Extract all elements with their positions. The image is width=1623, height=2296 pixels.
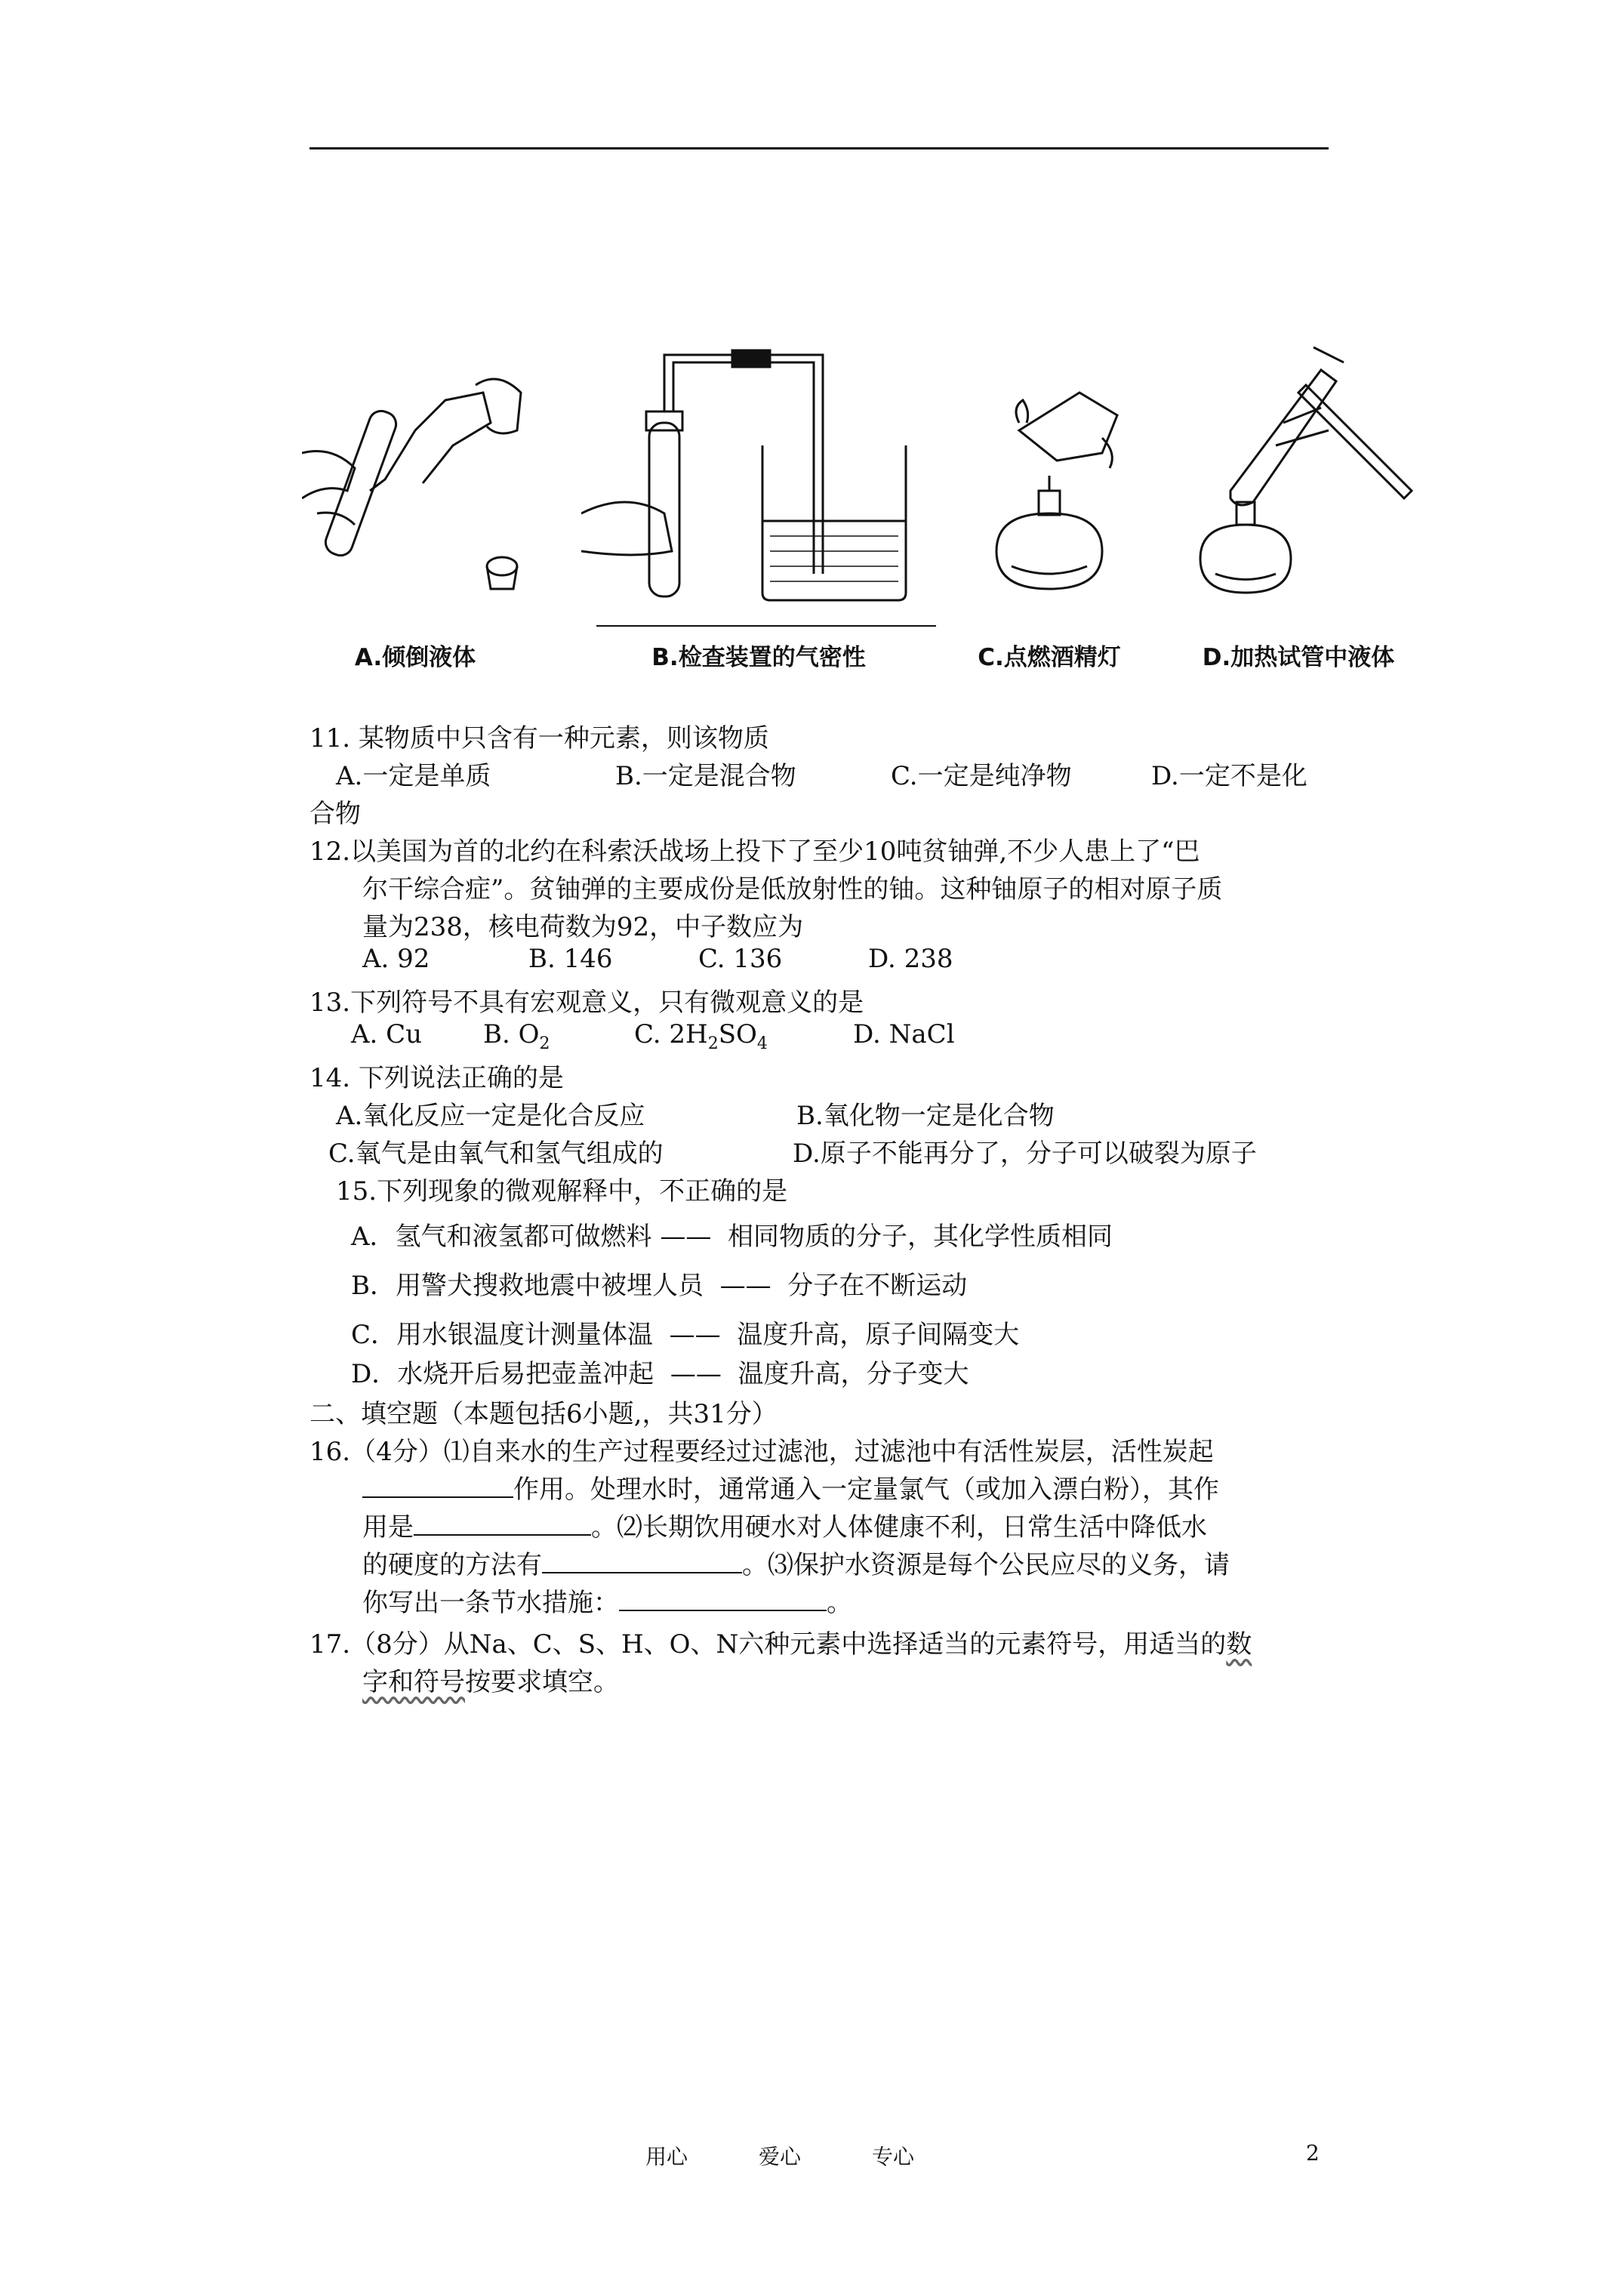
- q17-line-2: 字和符号按要求填空。: [362, 1667, 619, 1697]
- q15-option-b: B．用警犬搜救地震中被埋人员 —— 分子在不断运动: [351, 1271, 968, 1301]
- q17-line-1: 17.（8分）从Na、C、S、H、O、N六种元素中选择适当的元素符号，用适当的数: [310, 1629, 1252, 1660]
- lighting-lamp-illustration: [966, 340, 1163, 627]
- q16-blank-2[interactable]: [414, 1509, 591, 1536]
- q14-stem: 14. 下列说法正确的是: [310, 1063, 564, 1093]
- panel-pouring-liquid: [302, 340, 528, 672]
- q16-blank-1[interactable]: [362, 1471, 513, 1498]
- q15-option-d: D．水烧开后易把壶盖冲起 —— 温度升高，分子变大: [351, 1359, 969, 1389]
- footer-motto-2: 爱心: [759, 2144, 802, 2169]
- pouring-liquid-illustration: [302, 340, 528, 627]
- footer-motto-3: 专心: [872, 2144, 915, 2169]
- q13-option-c: C. $2H_2SO_4$: [634, 1019, 768, 1053]
- q16-line-1: 16.（4分）⑴自来水的生产过程要经过过滤池，过滤池中有活性炭层，活性炭起: [310, 1437, 1214, 1467]
- panel-heating-liquid: [1170, 340, 1419, 672]
- q13-stem: 13.下列符号不具有宏观意义，只有微观意义的是: [310, 988, 864, 1018]
- section-2-title: 二、填空题（本题包括6小题,，共31分）: [310, 1399, 778, 1429]
- q14-option-d: D.原子不能再分了，分子可以破裂为原子: [793, 1139, 1257, 1169]
- panel-airtightness-check: [581, 340, 936, 672]
- q12-option-c: C. 136: [698, 944, 783, 974]
- q15-stem: 15.下列现象的微观解释中，不正确的是: [336, 1176, 788, 1207]
- q13-option-a: A. Cu: [351, 1019, 423, 1049]
- q13-option-b: B. $O_2$: [483, 1019, 550, 1053]
- footer-motto-1: 用心: [645, 2144, 688, 2169]
- q12-option-a: A. 92: [362, 944, 430, 974]
- q14-option-c: C.氧气是由氧气和氢气组成的: [328, 1139, 664, 1169]
- lab-operations-figure: [302, 340, 1419, 672]
- q16-line-2: 作用。处理水时，通常通入一定量氯气（或加入漂白粉），其作: [362, 1469, 1219, 1505]
- q12-line-3: 量为238，核电荷数为92，中子数应为: [362, 912, 804, 942]
- q12-option-d: D. 238: [868, 944, 953, 974]
- heating-liquid-illustration: [1170, 340, 1419, 627]
- q12-line-1: 12.以美国为首的北约在科索沃战场上投下了至少10吨贫铀弹,不少人患上了“巴: [310, 837, 1200, 867]
- caption-a: A.倾倒液体: [354, 644, 476, 671]
- caption-b: B.检查装置的气密性: [651, 644, 866, 671]
- q16-line-5: 你写出一条节水措施： 。: [362, 1582, 852, 1619]
- q16-line-3: 用是 。⑵长期饮用硬水对人体健康不利，日常生活中降低水: [362, 1506, 1207, 1543]
- q12-option-b: B. 146: [528, 944, 613, 974]
- q15-option-c: C．用水银温度计测量体温 —— 温度升高，原子间隔变大: [351, 1320, 1020, 1350]
- q11-stem: 11. 某物质中只含有一种元素，则该物质: [310, 723, 769, 754]
- page-number: 2: [1306, 2140, 1320, 2165]
- q16-blank-4[interactable]: [619, 1584, 827, 1611]
- q11-option-d-continued: 合物: [310, 799, 361, 829]
- q11-option-d: D.一定不是化: [1151, 761, 1307, 791]
- q14-option-b: B.氧化物一定是化合物: [796, 1101, 1055, 1131]
- q13-option-d: D. NaCl: [853, 1019, 955, 1049]
- q16-line-4: 的硬度的方法有 。⑶保护水资源是每个公民应尽的义务，请: [362, 1544, 1230, 1581]
- airtightness-check-illustration: [581, 340, 936, 627]
- q12-line-2: 尔干综合症”。贫铀弹的主要成份是低放射性的铀。这种铀原子的相对原子质: [362, 874, 1223, 905]
- q14-option-a: A.氧化反应一定是化合反应: [336, 1101, 645, 1131]
- header-rule: [310, 147, 1329, 149]
- q15-option-a: A．氢气和液氢都可做燃料 —— 相同物质的分子，其化学性质相同: [351, 1222, 1113, 1252]
- caption-d: D.加热试管中液体: [1202, 644, 1395, 671]
- q11-option-b: B.一定是混合物: [615, 761, 796, 791]
- caption-c: C.点燃酒精灯: [978, 644, 1121, 671]
- q16-blank-3[interactable]: [542, 1546, 742, 1573]
- q11-option-a: A.一定是单质: [336, 761, 491, 791]
- panel-lighting-lamp: [966, 340, 1163, 672]
- q11-option-c: C.一定是纯净物: [891, 761, 1072, 791]
